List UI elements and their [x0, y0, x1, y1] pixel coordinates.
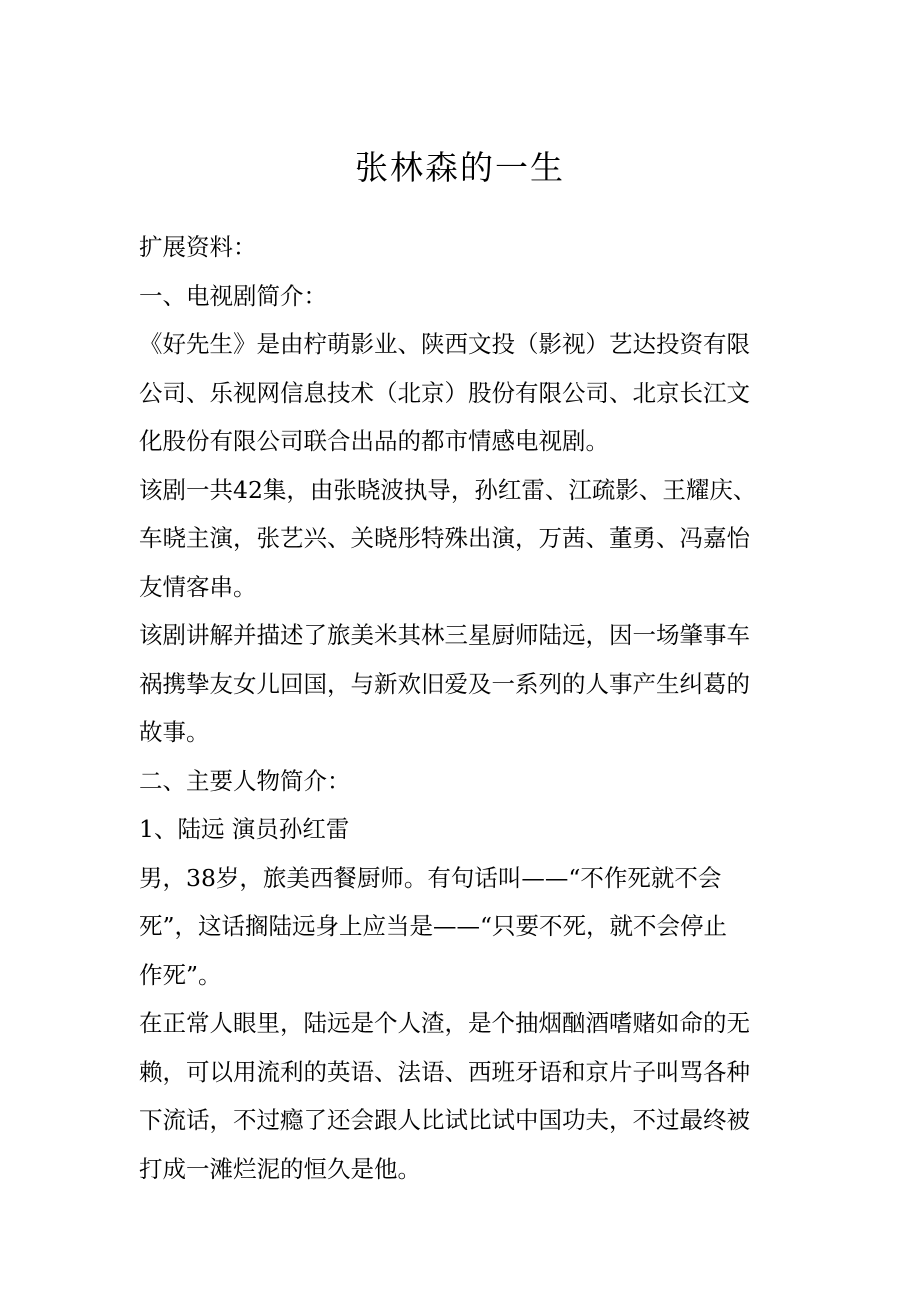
text-line: 该剧讲解并描述了旅美米其林三星厨师陆远，因一场肇事车 — [139, 621, 750, 649]
section-heading: 一、电视剧简介： — [139, 281, 327, 310]
text-line: 在正常人眼里，陆远是个人渣，是个抽烟酗酒嗜赌如命的无 — [139, 1009, 750, 1037]
text-line: 公司、乐视网信息技术（北京）股份有限公司、北京长江文 — [139, 378, 750, 407]
text-line: 下流话，不过瘾了还会跟人比试比试中国功夫，不过最终被 — [139, 1106, 750, 1134]
text-line: 扩展资料： — [139, 233, 257, 261]
text-line: 车晓主演，张艺兴、关晓彤特殊出演，万茜、董勇、冯嘉怡 — [139, 524, 750, 552]
text-line: 友情客串。 — [139, 572, 257, 601]
document-title: 张林森的一生 — [355, 148, 565, 187]
document-body — [139, 223, 799, 1193]
text-line: 死”，这话搁陆远身上应当是——“只要不死，就不会停止 — [139, 912, 728, 940]
text-line: 打成一滩烂泥的恒久是他。 — [139, 1154, 421, 1183]
character-heading: 1、陆远 演员孙红雷 — [139, 815, 350, 843]
text-line: 祸携挚友女儿回国，与新欢旧爱及一系列的人事产生纠葛的 — [139, 669, 750, 698]
text-line: 作死”。 — [139, 960, 222, 989]
section-heading: 二、主要人物简介： — [139, 766, 351, 795]
text-line: 化股份有限公司联合出品的都市情感电视剧。 — [139, 427, 609, 455]
text-line: 男，38岁，旅美西餐厨师。有句话叫——“不作死就不会 — [139, 863, 722, 892]
text-line: 赖，可以用流利的英语、法语、西班牙语和京片子叫骂各种 — [139, 1057, 750, 1086]
text-line: 《好先生》是由柠萌影业、陕西文投（影视）艺达投资有限 — [139, 330, 750, 358]
text-line: 故事。 — [139, 718, 210, 746]
text-line: 该剧一共42集，由张晓波执导，孙红雷、江疏影、王耀庆、 — [139, 475, 757, 504]
